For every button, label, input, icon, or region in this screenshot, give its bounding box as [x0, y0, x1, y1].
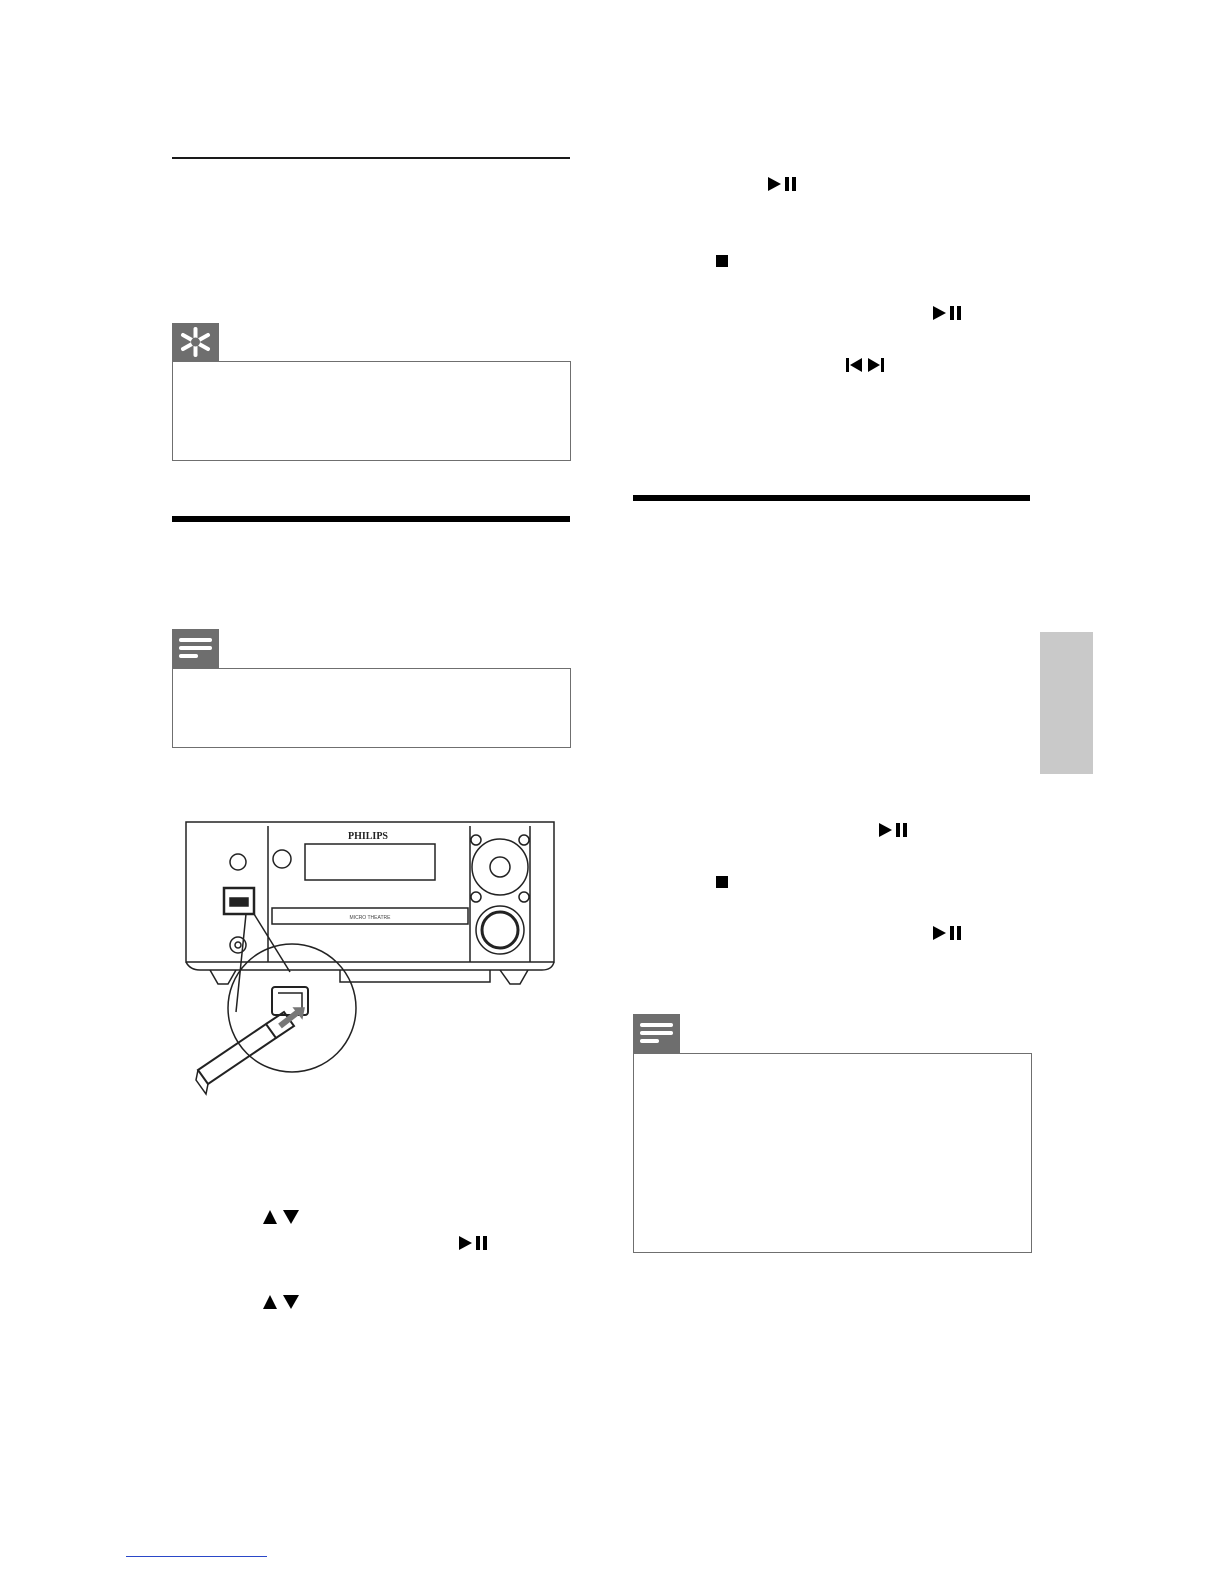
up-down-arrows-icon: [261, 1208, 301, 1226]
usb-insert-illustration: [180, 812, 562, 1112]
skip-prev-next-icon: [845, 357, 885, 373]
note-box: [633, 1053, 1032, 1253]
section-heading-rule: [172, 516, 570, 522]
tip-tab: [172, 323, 219, 361]
language-side-tab: [1040, 632, 1093, 774]
play-pause-icon: [932, 305, 964, 321]
note-tab: [172, 629, 219, 668]
play-pause-icon: [878, 822, 910, 838]
play-pause-icon: [767, 176, 799, 192]
stop-icon: [716, 255, 728, 267]
tip-box: [172, 361, 571, 461]
note-tab: [633, 1014, 680, 1053]
device-label: MICRO THEATRE: [349, 915, 391, 921]
play-pause-icon: [458, 1235, 490, 1251]
play-pause-icon: [932, 925, 964, 941]
up-down-arrows-icon: [261, 1293, 301, 1311]
note-lines-icon: [172, 629, 219, 668]
footer-link-rule: [126, 1556, 267, 1557]
note-lines-icon: [633, 1014, 680, 1053]
brand-logo: PHILIPS: [347, 831, 389, 842]
note-box: [172, 668, 571, 748]
section-heading-rule: [633, 495, 1030, 501]
stop-icon: [716, 876, 728, 888]
section-top-rule: [172, 157, 570, 159]
asterisk-icon: [172, 323, 219, 361]
